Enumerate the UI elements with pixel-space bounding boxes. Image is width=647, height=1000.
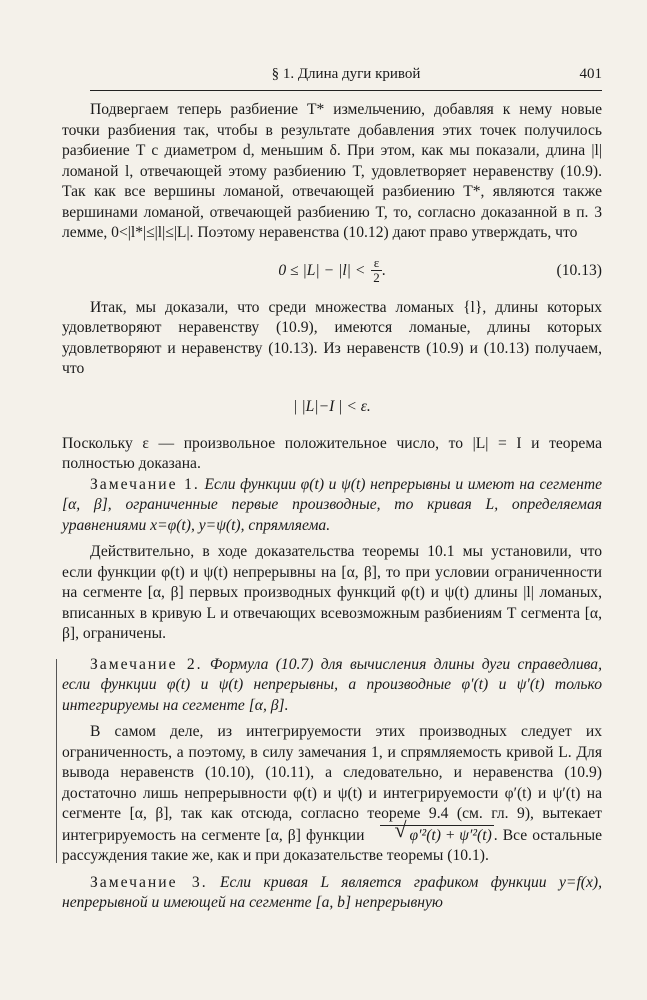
- page-number: 401: [579, 66, 602, 82]
- fraction-epsilon-half: [371, 256, 382, 285]
- formula-10-13: 0 ≤ |L| − |l| < $\frac{\varepsilon}{2}$ . (10.13): [278, 255, 602, 286]
- remark-1-text: Если функции φ(t) и ψ(t) непрерывны и имеют на сегменте [α, β], ограниченные первые производные, то кривая L, определяемая уравнениями x=φ(t), y=ψ(t), спрямляема.: [62, 475, 603, 534]
- fraction-denominator: 2: [373, 270, 380, 286]
- main-text: [62, 100, 602, 914]
- equation-number: (10.13): [556, 261, 602, 279]
- remark-2: [62, 655, 602, 717]
- paragraph-1: Подвергаем теперь разбиение T* измельчению, добавляя к нему новые точки разбиения так, чтобы в результате добавления этих точек получилось разбиение T с диаметром d, меньшим δ. При этом, как мы показали, длина |l| ломаной l, отвечающей этому разбиению T, удовлетворяет неравенству (10.9). Так как все вершины ломаной, отвечающей разбиению T*, являются также вершинами ломаной, отвечающей разбиению T, то, согласно доказанной в п. 3 лемме, 0<|l*|≤|l|≤|L|. Поэтому неравенства (10.12) дают право утверждать, что: [62, 101, 602, 241]
- sqrt-radicand: φ′²(t) + ψ′²(t): [409, 826, 492, 844]
- paragraph-5-text: В самом деле, из интегрируемости этих производных следует их ограниченность, а поэтому, в силу замечания 1, и спрямляемость кривой L. Для вывода неравенств (10.10), (10.11), а следовательно, и неравенства (10.9) достаточно лишь непрерывности φ(t) и ψ(t) и интегрируемости φ′(t) и ψ′(t) на сегменте [α, β], так как отсюда, согласно теореме 9.4 (см. гл. 9), вытекает интегрируемость на сегменте [α, β] функции: [62, 723, 602, 844]
- remark-1-label: Замечание 1.: [90, 475, 200, 493]
- remark-3: [62, 873, 602, 914]
- formula-abs-difference: [62, 392, 602, 422]
- remark-2-text: Формула (10.7) для вычисления длины дуги справедлива, если функции φ(t) и ψ(t) непрерывны, а производные φ′(t) и ψ′(t) только интегрируемы на сегменте [α, β].: [62, 655, 602, 714]
- margin-bar: [56, 659, 57, 863]
- paragraph-2: Итак, мы доказали, что среди множества ломаных {l}, длины которых удовлетворяют неравенству (10.9), имеются ломаные, длины которых удовлетворяют и неравенству (10.13). Из неравенств (10.9) и (10.13) получаем, что: [62, 298, 602, 377]
- remark-1: [62, 475, 602, 537]
- formula-abs-difference-text: | |L|−I | < ε.: [293, 397, 371, 415]
- paragraph-4: Действительно, в ходе доказательства теоремы 10.1 мы установили, что если функции φ(t) и ψ(t) непрерывны на [α, β], то при условии ограниченности на сегменте [α, β] первых производных функций φ(t) и ψ(t) длины |l| ломаных, вписанных в кривую L и отвечающих всевозможным разбиениям T сегмента [α, β], ограничены.: [62, 543, 602, 642]
- header-rule: [90, 90, 602, 91]
- remark-3-text: Если кривая L является графиком функции y=f(x), непрерывной и имеющей на сегменте [a, b] непрерывную: [62, 873, 602, 911]
- fraction-numerator: ε: [371, 256, 382, 271]
- paragraph-3: Поскольку ε — произвольное положительное число, то |L| = I и теорема полностью доказана.: [62, 434, 602, 472]
- remark-2-block: [62, 655, 602, 867]
- paragraph-5-end: . Все остальные рассуждения такие же, как и при доказательстве теоремы (10.1).: [62, 826, 603, 864]
- paragraph-5: [62, 722, 602, 867]
- section-title: § 1. Длина дуги кривой: [271, 66, 421, 82]
- sqrt-expression: [380, 825, 494, 847]
- formula-10-13-left: 0 ≤ |L| − |l| <: [278, 261, 366, 279]
- remark-2-label: Замечание 2.: [90, 655, 203, 673]
- running-header: [90, 66, 602, 88]
- remark-3-label: Замечание 3.: [90, 873, 208, 891]
